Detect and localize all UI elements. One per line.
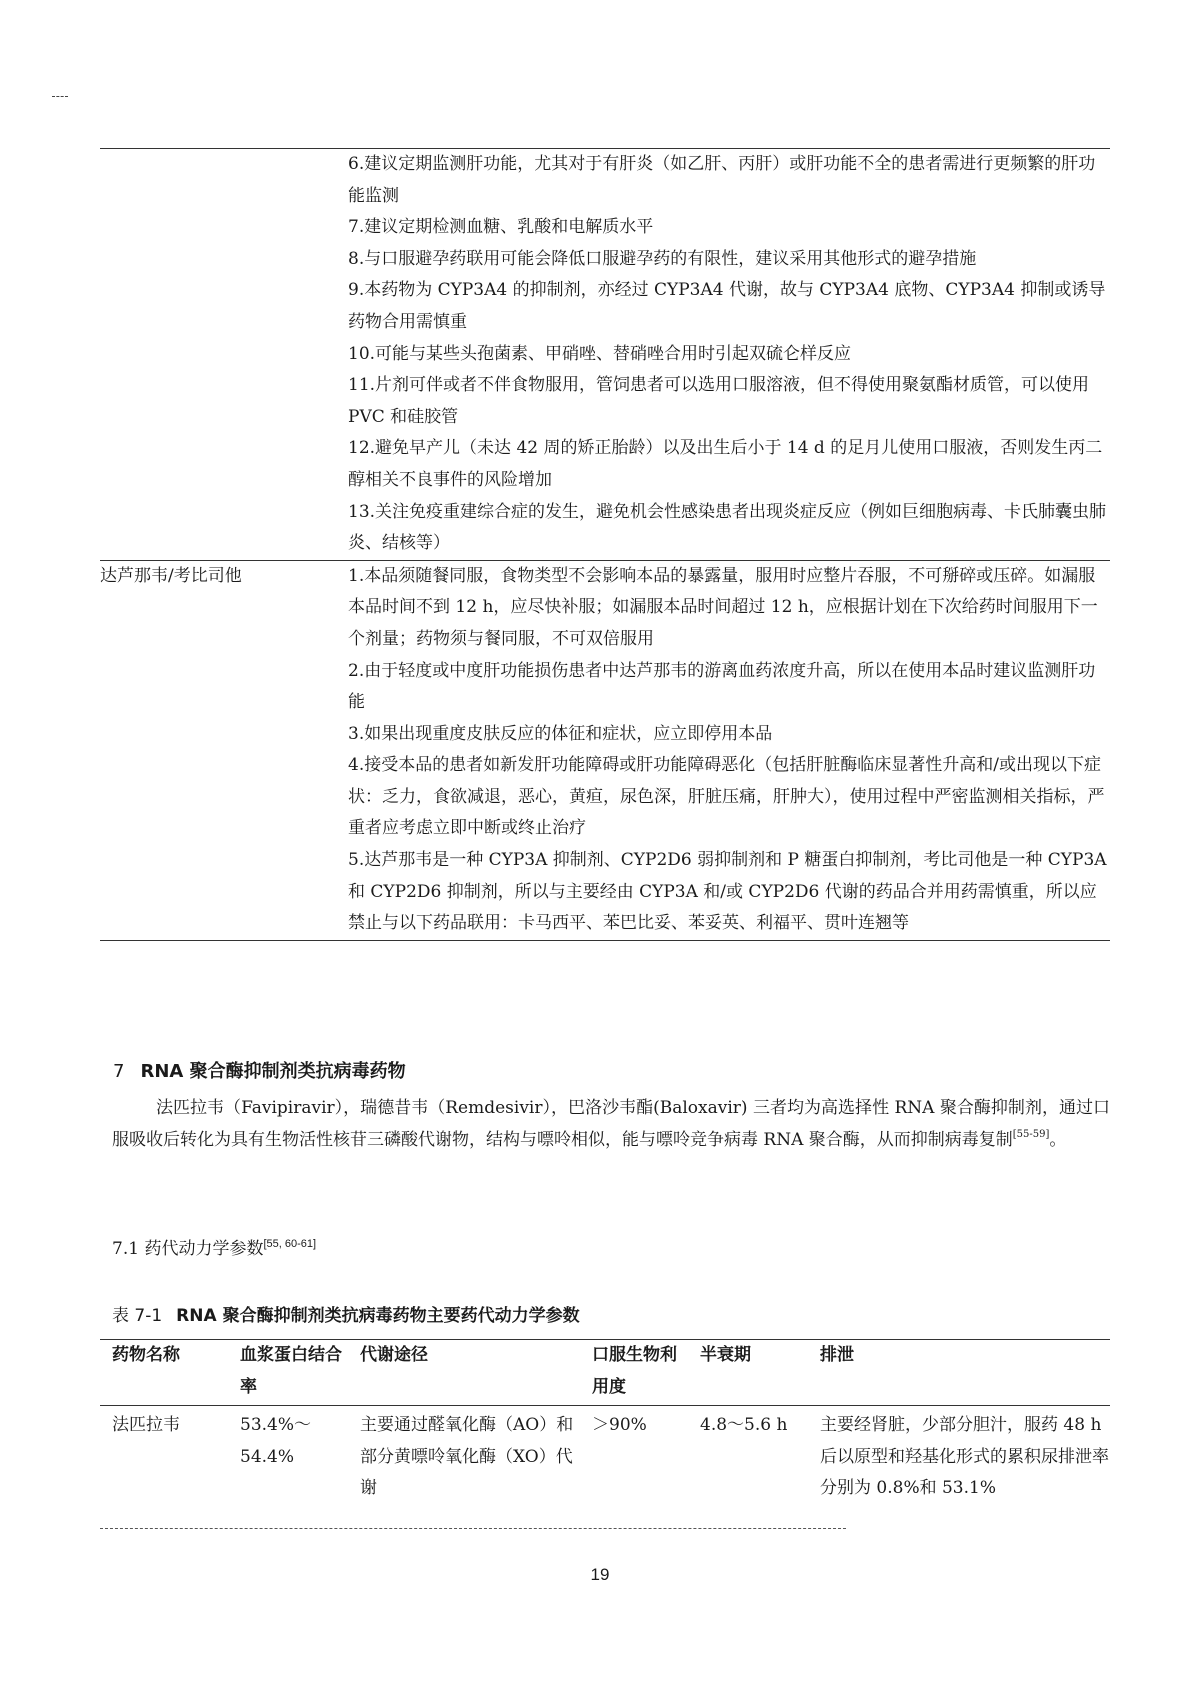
subsection-title: 7.1 药代动力学参数 xyxy=(112,1239,264,1259)
precautions-cell xyxy=(348,560,1110,940)
precautions-cell xyxy=(348,149,1110,561)
precaution-item: 6.建议定期监测肝功能，尤其对于有肝炎（如乙肝、丙肝）或肝功能不全的患者需进行更频繁的肝功能监测 xyxy=(348,154,1096,206)
table-caption xyxy=(112,1301,580,1326)
subsection-citation: [55, 60-61] xyxy=(263,1238,317,1250)
table-row xyxy=(100,149,1110,561)
section-paragraph xyxy=(112,1093,1110,1156)
paragraph-text: 法匹拉韦（Favipiravir），瑞德昔韦（Remdesivir），巴洛沙韦酯(Baloxavir) 三者均为高选择性 RNA 聚合酶抑制剂，通过口服吸收后转化为具有生物活性核苷三磷酸代谢物，结构与嘌呤相似，能与嘌呤竞争病毒 RNA 聚合酶，从而抑制病毒复制 xyxy=(112,1098,1110,1150)
column-header: 口服生物利用度 xyxy=(580,1340,688,1406)
paragraph-citation: [55-59] xyxy=(1012,1128,1050,1140)
precaution-item: 3.如果出现重度皮肤反应的体征和症状，应立即停用本品 xyxy=(348,723,773,744)
precaution-item: 5.达芦那韦是一种 CYP3A 抑制剂、CYP2D6 弱抑制剂和 P 糖蛋白抑制剂，考比司他是一种 CYP3A 和 CYP2D6 抑制剂，所以与主要经由 CYP3A 和/或 CYP2D6 代谢的药品合并用药需慎重，所以应禁止与以下药品联用：卡马西平、苯巴比妥、苯妥英、利福平、贯叶连翘等 xyxy=(348,850,1107,934)
column-header: 排泄 xyxy=(808,1340,1110,1406)
precaution-item: 7.建议定期检测血糖、乳酸和电解质水平 xyxy=(348,217,654,238)
section-heading xyxy=(113,1057,406,1083)
drug-name-cell: 达芦那韦/考比司他 xyxy=(100,560,348,940)
precaution-item: 1.本品须随餐同服，食物类型不会影响本品的暴露量，服用时应整片吞服，不可掰碎或压碎。如漏服本品时间不到 12 h，应尽快补服；如漏服本品时间超过 12 h，应根据计划在下次给药时间服用下一个剂量；药物须与餐同服，不可双倍服用 xyxy=(348,565,1098,649)
table-row xyxy=(100,1406,1110,1505)
precaution-item: 10.可能与某些头孢菌素、甲硝唑、替硝唑合用时引起双硫仑样反应 xyxy=(348,343,852,364)
table-cell: 53.4%～54.4% xyxy=(240,1415,312,1467)
table-caption-title: RNA 聚合酶抑制剂类抗病毒药物主要药代动力学参数 xyxy=(176,1306,580,1326)
paragraph-end: 。 xyxy=(1049,1129,1067,1150)
precaution-item: 8.与口服避孕药联用可能会降低口服避孕药的有限性，建议采用其他形式的避孕措施 xyxy=(348,248,977,269)
precaution-item: 12.避免早产儿（未达 42 周的矫正胎龄）以及出生后小于 14 d 的足月儿使用口服液，否则发生丙二醇相关不良事件的风险增加 xyxy=(348,438,1103,490)
precaution-item: 4.接受本品的患者如新发肝功能障碍或肝功能障碍恶化（包括肝脏酶临床显著性升高和/或出现以下症状：乏力，食欲减退，恶心，黄疸，尿色深，肝脏压痛，肝肿大），使用过程中严密监测相关指标，严重者应考虑立即中断或终止治疗 xyxy=(348,755,1105,839)
pk-table-header-row xyxy=(100,1340,1110,1406)
header-rule-mark xyxy=(52,96,68,97)
pk-parameters-table xyxy=(100,1339,1110,1505)
precaution-item: 2.由于轻度或中度肝功能损伤患者中达芦那韦的游离血药浓度升高，所以在使用本品时建议监测肝功能 xyxy=(348,660,1096,713)
table-cell: 主要通过醛氧化酶（AO）和部分黄嘌呤氧化酶（XO）代谢 xyxy=(360,1415,574,1499)
table-caption-number: 表 7-1 xyxy=(112,1306,163,1326)
table-continues-rule xyxy=(100,1528,846,1529)
table-cell: 4.8～5.6 h xyxy=(700,1415,788,1436)
precaution-item: 11.片剂可伴或者不伴食物服用，管饲患者可以选用口服溶液，但不得使用聚氨酯材质管，可以使用 PVC 和硅胶管 xyxy=(348,375,1090,427)
table-cell: ＞90% xyxy=(592,1415,647,1436)
drug-name-cell xyxy=(100,149,348,561)
table-cell: 法匹拉韦 xyxy=(112,1415,180,1436)
section-number: 7 xyxy=(113,1061,125,1082)
section-title: RNA 聚合酶抑制剂类抗病毒药物 xyxy=(140,1061,406,1082)
column-header: 药物名称 xyxy=(100,1340,228,1406)
column-header: 代谢途径 xyxy=(348,1340,580,1406)
column-header: 血浆蛋白结合率 xyxy=(228,1340,348,1406)
precaution-item: 13.关注免疫重建综合症的发生，避免机会性感染患者出现炎症反应（例如巨细胞病毒、卡氏肺囊虫肺炎、结核等） xyxy=(348,501,1107,554)
page-number: 19 xyxy=(590,1565,610,1584)
table-row xyxy=(100,560,1110,940)
subsection-heading xyxy=(112,1234,316,1259)
precaution-item: 9.本药物为 CYP3A4 的抑制剂，亦经过 CYP3A4 代谢，故与 CYP3A4 底物、CYP3A4 抑制或诱导药物合用需慎重 xyxy=(348,280,1106,332)
column-header: 半衰期 xyxy=(688,1340,808,1406)
table-cell: 主要经肾脏，少部分胆汁，服药 48 h 后以原型和羟基化形式的累积尿排泄率分别为 0.8%和 53.1% xyxy=(820,1415,1109,1499)
precautions-table-continued xyxy=(100,148,1110,941)
